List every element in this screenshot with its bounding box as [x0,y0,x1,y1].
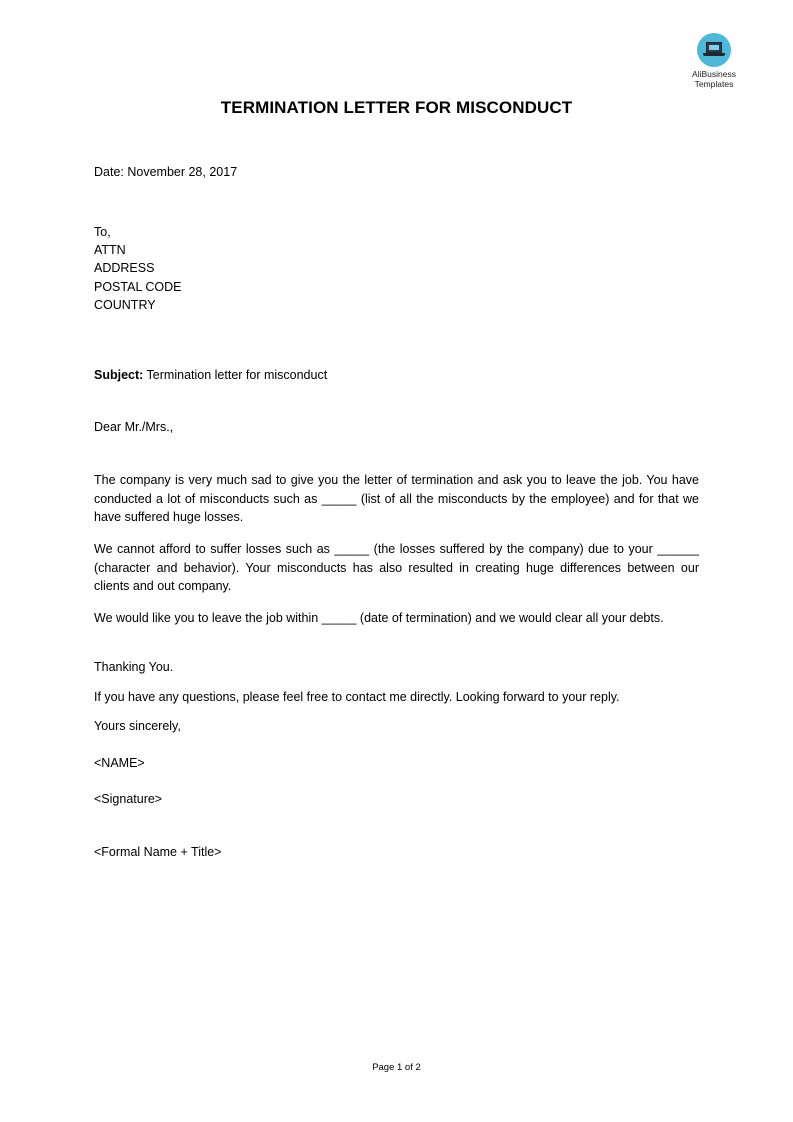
body-paragraph-2: We cannot afford to suffer losses such as _____ (the losses suffered by the company) due to your ______ (character and behavior). Your misconducts has also resulted in creating huge differences between our clients and out company. [94,542,699,593]
document-title: TERMINATION LETTER FOR MISCONDUCT [220,98,573,117]
brand-logo [681,33,747,89]
date-line: Date: November 28, 2017 [94,165,238,179]
subject-label: Subject: [94,368,144,382]
salutation: Dear Mr./Mrs., [94,420,174,434]
subject-text: Termination letter for misconduct [143,368,328,382]
logo-text: AliBusiness Templates [692,69,736,89]
recipient-attn: ATTN [94,243,126,258]
recipient-address [94,223,699,314]
questions-line: If you have any questions, please feel free to contact me directly. Looking forward to your reply. [94,690,620,704]
body-paragraph-3: We would like you to leave the job within _____ (date of termination) and we would clear all your debts. [94,611,664,625]
formal-name-placeholder: <Formal Name + Title> [94,845,222,859]
recipient-address-line: ADDRESS [94,261,155,276]
thanks-line: Thanking You. [94,660,174,674]
subject-line [94,366,699,385]
recipient-postal-code: POSTAL CODE [94,279,182,294]
closing-line: Yours sincerely, [94,719,181,733]
recipient-to: To, [94,225,111,239]
name-placeholder: <NAME> [94,756,145,770]
recipient-country: COUNTRY [94,297,156,312]
laptop-icon [697,33,731,67]
body-paragraph-1: The company is very much sad to give you the letter of termination and ask you to leave the job. You have conducted a lot of misconducts such as _____ (list of all the misconducts by the employee) and for that we have suffered huge losses. [94,473,699,524]
signature-placeholder: <Signature> [94,792,163,806]
page-footer: Page 1 of 2 [372,1062,421,1073]
